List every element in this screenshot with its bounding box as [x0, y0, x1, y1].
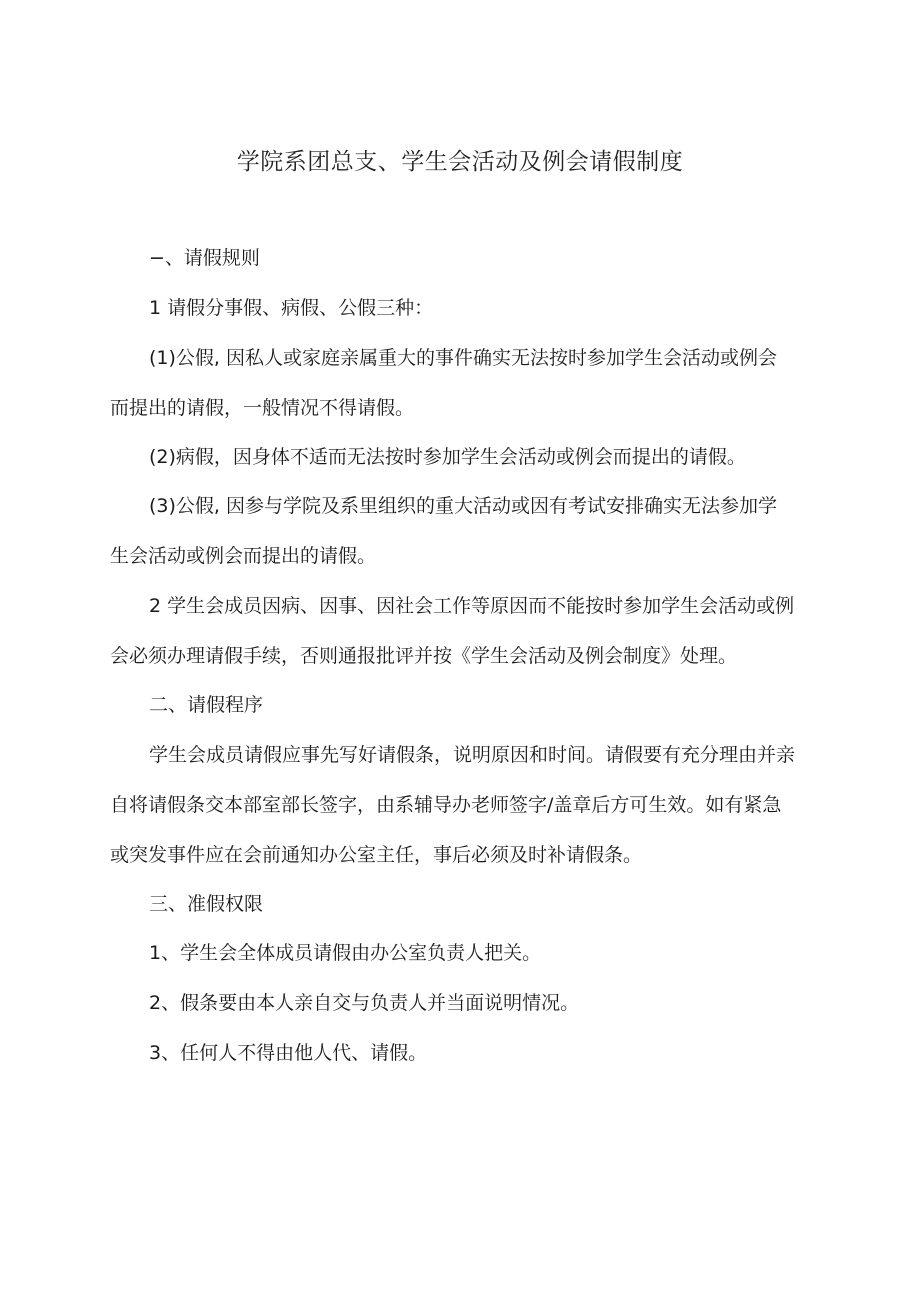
section-1-item-2-line-1: 2 学生会成员因病、因事、因社会工作等原因而不能按时参加学生会活动或例	[149, 595, 795, 617]
section-2-paragraph-line-2: 自将请假条交本部室部长签字，由系辅导办老师签字/盖章后方可生效。如有紧急	[110, 794, 782, 816]
section-2-paragraph-line-3: 或突发事件应在会前通知办公室主任，事后必须及时补请假条。	[110, 844, 643, 866]
section-1-sub-3-line-2: 生会活动或例会而提出的请假。	[110, 545, 377, 567]
section-1-sub-1-line-1: (1)公假, 因私人或家庭亲属重大的事件确实无法按时参加学生会活动或例会	[149, 347, 777, 369]
section-1-item-2-line-2: 会必须办理请假手续，否则通报批评并按《学生会活动及例会制度》处理。	[110, 645, 738, 667]
section-1-sub-1-line-2: 而提出的请假，一般情况不得请假。	[110, 397, 415, 419]
section-1-item-1: 1 请假分事假、病假、公假三种：	[149, 297, 434, 319]
section-3-heading: 三、准假权限	[149, 893, 264, 915]
section-2-heading: 二、请假程序	[149, 694, 264, 716]
section-3-item-2: 2、假条要由本人亲自交与负责人并当面说明情况。	[149, 992, 580, 1014]
section-1-heading: −、请假规则	[149, 247, 260, 269]
section-3-item-3: 3、任何人不得由他人代、请假。	[149, 1042, 428, 1064]
section-2-paragraph-line-1: 学生会成员请假应事先写好请假条，说明原因和时间。请假要有充分理由并亲	[149, 744, 796, 766]
section-1-sub-2: (2)病假，因身体不适而无法按时参加学生会活动或例会而提出的请假。	[149, 446, 746, 468]
section-3-item-1: 1、学生会全体成员请假由办公室负责人把关。	[149, 942, 542, 964]
document-title: 学院系团总支、学生会活动及例会请假制度	[236, 149, 684, 175]
section-1-sub-3-line-1: (3)公假, 因参与学院及系里组织的重大活动或因有考试安排确实无法参加学	[149, 495, 777, 517]
